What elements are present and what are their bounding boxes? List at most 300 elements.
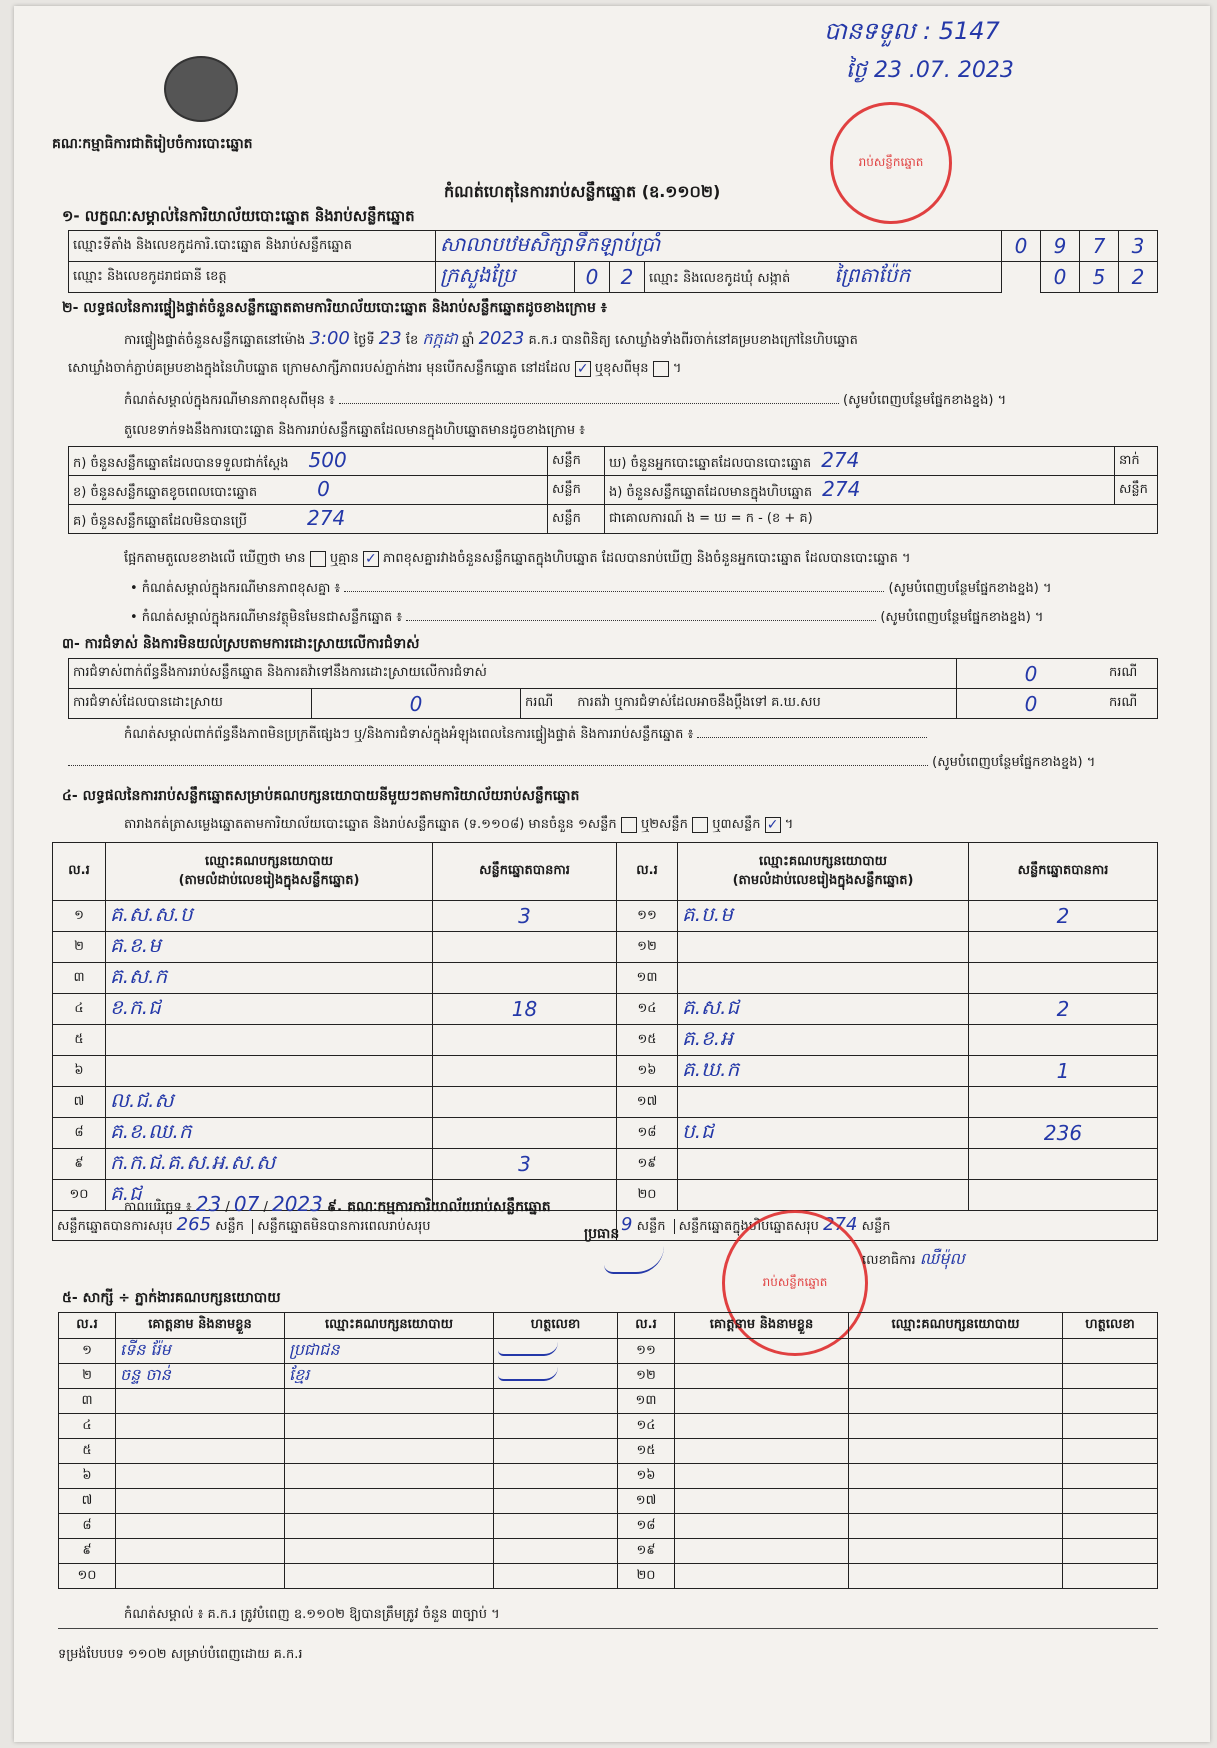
secretary-name: ឈឺម៉ុល (919, 1249, 965, 1268)
party-name (678, 1180, 969, 1211)
formula: ជាគោលការណ៍ ង = ឃ = ក - (ខ + គ) (605, 505, 1158, 534)
witness-party (285, 1464, 494, 1489)
witness-name (116, 1514, 285, 1539)
row-number: ៥ (53, 1025, 106, 1056)
verification-line2: សោឃ្លាំងចាក់ភ្ជាប់គម្របខាងក្នុងនៃហិបឆ្នោត ក្រោមសាក្សីភាពរបស់ភ្នាក់ងារ មុនបើកសន្លឹកឆ្នោត នៅដដែល ✓ ឬខុសពីមុន ។ (68, 360, 681, 379)
table-row (53, 994, 1158, 1025)
total-valid-label: សន្លឹកឆ្នោតបានការសរុប (57, 1219, 173, 1234)
three-sheets-checkbox[interactable] (765, 817, 781, 833)
witness-name (675, 1464, 849, 1489)
table-row (59, 1464, 1158, 1489)
witness-col-sign: ហត្ថលេខា (494, 1313, 618, 1339)
witness-signature (1063, 1539, 1158, 1564)
chair-signature (604, 1246, 664, 1274)
party-name: ក.ក.ជ.គ.ស.អ.ស.ស (106, 1149, 433, 1180)
one-sheet-checkbox[interactable] (621, 817, 637, 833)
section3-title: ៣- ការជំទាស់ និងការមិនយល់ស្របតាមការដោះស្រាយលើការជំទាស់ (62, 636, 420, 652)
witness-party (849, 1439, 1063, 1464)
party-votes: 18 (433, 994, 617, 1025)
station-name-label: ឈ្មោះទីតាំង និងលេខកូដការិ.បោះឆ្នោត និងរាប់សន្លឹកឆ្នោត (69, 231, 436, 262)
difference-or: ឬគ្មាន (329, 551, 359, 566)
row-number: ១១ (618, 1339, 675, 1364)
witness-col-no: ល.រ (59, 1313, 116, 1339)
row-number: ៦ (53, 1056, 106, 1087)
row-number: ៤ (59, 1414, 116, 1439)
resolved-label: ការជំទាស់ដែលបានដោះស្រាយ (69, 689, 312, 719)
witness-party (849, 1389, 1063, 1414)
total-box-value: 274 (823, 1214, 858, 1235)
form-reference: ទម្រង់បែបបទ ១១០២ សម្រាប់បំពេញដោយ គ.ក.រ (58, 1647, 303, 1662)
unit-sheet: សន្លឹក (548, 476, 605, 505)
row-number: ៣ (53, 963, 106, 994)
witness-signature (494, 1389, 618, 1414)
unit-sheet: សន្លឹក (636, 1219, 666, 1234)
section4-title: ៤- លទ្ធផលនៃការរាប់សន្លឹកឆ្នោតសម្រាប់គណបក្សនយោបាយនីមួយៗតាមការិយាល័យរាប់សន្លឹកឆ្នោត (62, 788, 580, 804)
witness-name (675, 1564, 849, 1589)
col-no-header: ល.រ (617, 843, 678, 901)
total-box-label: សន្លឹកឆ្នោតក្នុងហិបឆ្នោតសរុប (674, 1219, 819, 1234)
witness-name (116, 1539, 285, 1564)
seal-changed-label: ឬខុសពីមុន (594, 361, 649, 376)
col-no-header: ល.រ (53, 843, 106, 901)
row-number: ១១ (617, 901, 678, 932)
verification-text-d: ឆ្នាំ (462, 333, 475, 348)
table-row (53, 963, 1158, 994)
ballots-in-box-value: 274 (822, 477, 861, 501)
row-number: ១៣ (617, 963, 678, 994)
unit-sheet: សន្លឹក (1115, 476, 1158, 505)
witness-signature (494, 1464, 618, 1489)
unit-sheet: សន្លឹក (861, 1219, 891, 1234)
party-votes (433, 1087, 617, 1118)
table-row (59, 1489, 1158, 1514)
row-number: ៩ (59, 1539, 116, 1564)
witness-party (285, 1489, 494, 1514)
foreign-object-note-line (130, 609, 1043, 628)
party-name: ល.ជ.ស (106, 1087, 433, 1118)
unit-sheet: សន្លឹក (548, 447, 605, 476)
witness-signature (494, 1339, 618, 1364)
witness-party (285, 1514, 494, 1539)
spoiled-ballots-label: ខ) ចំនួនសន្លឹកឆ្នោតខូចពេលបោះឆ្នោត (73, 485, 258, 500)
table-row (53, 1118, 1158, 1149)
col-party-header: ឈ្មោះគណបក្សនយោបាយ (205, 853, 333, 869)
seal-note-dots (339, 403, 839, 404)
verification-text-a: ការផ្ទៀងផ្ទាត់ចំនួនសន្លឹកឆ្នោតនៅម៉ោង (124, 333, 306, 348)
witness-party (849, 1489, 1063, 1514)
date-month: 07 (233, 1192, 260, 1216)
row-number: ១៨ (617, 1118, 678, 1149)
row-number: ១២ (618, 1364, 675, 1389)
section5-title: ៥- សាក្សី ÷ ភ្នាក់ងារគណបក្សនយោបាយ (62, 1290, 281, 1306)
date-label: កាលបរិច្ឆេទ ៖ (124, 1200, 192, 1215)
party-votes (969, 1149, 1158, 1180)
witness-party (849, 1564, 1063, 1589)
party-votes: 2 (969, 994, 1158, 1025)
witness-name (116, 1464, 285, 1489)
total-invalid-label: សន្លឹកឆ្នោតមិនបានការពេលរាប់សរុប (252, 1219, 430, 1234)
party-name (106, 1025, 433, 1056)
row-number: ១៧ (617, 1087, 678, 1118)
irregularity-hint: (សូមបំពេញបន្ថែមផ្នែកខាងខ្នង) ។ (932, 755, 1096, 770)
table-row (53, 1025, 1158, 1056)
verification-day: 23 (378, 328, 402, 349)
witness-signature (1063, 1564, 1158, 1589)
objections-label: ការជំទាស់ពាក់ព័ន្ធនឹងការរាប់សន្លឹកឆ្នោត និងការតវ៉ាទៅនឹងការដោះស្រាយលើការជំទាស់ (69, 659, 957, 689)
witness-name: ទើន រ៉ែម (116, 1339, 285, 1364)
witness-col-party: ឈ្មោះគណបក្សនយោបាយ (285, 1313, 494, 1339)
party-name: គ.ស.ជ (678, 994, 969, 1025)
row-number: ១៤ (617, 994, 678, 1025)
witness-party (285, 1414, 494, 1439)
row-number: ២ (53, 932, 106, 963)
table-row (59, 1389, 1158, 1414)
witness-name (675, 1364, 849, 1389)
foreign-object-note-dots (406, 620, 876, 621)
table-row (59, 1414, 1158, 1439)
row-number: ១៩ (618, 1539, 675, 1564)
witness-party (849, 1539, 1063, 1564)
row-number: ១៥ (618, 1439, 675, 1464)
irregularity-note (124, 726, 927, 745)
party-name: គ.ប.ម (678, 901, 969, 932)
received-ballots-label: ក) ចំនួនសន្លឹកឆ្នោតដែលបានទទួលជាក់ស្តែង (73, 456, 289, 471)
row-number: ១៣ (618, 1389, 675, 1414)
row-number: ៨ (53, 1118, 106, 1149)
witness-party (849, 1364, 1063, 1389)
col-votes-header: សន្លឹកឆ្នោតបានការ (969, 843, 1158, 901)
footer-note: កំណត់សម្គាល់ ៖ គ.ក.រ ត្រូវបំពេញ ឧ.១១០២ ឱ្យបានត្រឹមត្រូវ ចំនួន ៣ច្បាប់ ។ (124, 1607, 500, 1622)
col-party-sub: (តាមលំដាប់លេខរៀងក្នុងសន្លឹកឆ្នោត) (178, 872, 360, 888)
date-day: 23 (195, 1192, 222, 1216)
witness-party (285, 1389, 494, 1414)
party-votes (969, 1025, 1158, 1056)
table-row (53, 1056, 1158, 1087)
witness-party (849, 1414, 1063, 1439)
ballot-figures-table (68, 446, 1158, 534)
received-ballots-value: 500 (308, 448, 347, 472)
witness-name (675, 1489, 849, 1514)
table-row (59, 1564, 1158, 1589)
party-name: គ.ខ.ឈ.ក (106, 1118, 433, 1149)
section2-title: ២- លទ្ធផលនៃការផ្ទៀងផ្ទាត់ចំនួនសន្លឹកឆ្នោតតាមការិយាល័យបោះឆ្នោត និងរាប់សន្លឹកឆ្នោតដូចខាងក្រោម ៖ (62, 300, 607, 316)
row-number: ៤ (53, 994, 106, 1025)
party-name: គ.ខ.អ (678, 1025, 969, 1056)
seal-note-line (124, 392, 1006, 411)
verification-text-e: គ.ក.រ បានពិនិត្យ សោឃ្លាំងទាំងពីរចាក់នៅគម្របខាងក្រៅនៃហិបឆ្នោត (528, 333, 858, 348)
two-sheets-label: ឬ២សន្លឹក (640, 817, 688, 832)
table-row (53, 1149, 1158, 1180)
party-votes (433, 1056, 617, 1087)
party-votes (433, 1118, 617, 1149)
witness-party (849, 1464, 1063, 1489)
witness-name (675, 1439, 849, 1464)
voters-label: ឃ) ចំនួនអ្នកបោះឆ្នោតដែលបានបោះឆ្នោត (609, 456, 812, 471)
station-code-digit: 0 (1002, 231, 1041, 262)
resolved-value: 0 (312, 689, 521, 719)
objections-table (68, 658, 1158, 719)
commune-value: ព្រៃតាប៉ែក (834, 263, 911, 287)
witness-name (116, 1389, 285, 1414)
row-number: ៦ (59, 1464, 116, 1489)
witness-party: ប្រជាជន (285, 1339, 494, 1364)
station-id-table (68, 230, 1158, 293)
party-votes (433, 932, 617, 963)
spoiled-ballots-value: 0 (317, 477, 330, 501)
province-value: ក្រសួងប្រែ (436, 262, 575, 293)
witness-col-no: ល.រ (618, 1313, 675, 1339)
witness-table (58, 1312, 1158, 1589)
difference-yes-checkbox[interactable] (310, 551, 326, 567)
row-number: ៨ (59, 1514, 116, 1539)
party-votes (969, 1180, 1158, 1211)
witness-name (675, 1389, 849, 1414)
irregularity-dots (697, 737, 927, 738)
tally-sheet-count-line: តារាងកត់ត្រាសម្លេងឆ្នោតតាមការិយាល័យបោះឆ្នោត និងរាប់សន្លឹកឆ្នោត (ទ.១១០៨) មានចំនួន ១សន្លឹក ឬ២សន្លឹក ឬ៣សន្លឹក ✓ ។ (124, 816, 793, 835)
party-name: គ.ស.ស.ប (106, 901, 433, 932)
seal-note-label: កំណត់សម្គាល់ក្នុងករណីមានភាពខុសពីមុន ៖ (124, 393, 335, 408)
witness-signature (494, 1414, 618, 1439)
signature-mark (498, 1367, 558, 1381)
province-code-digit: 0 (575, 262, 610, 293)
row-number: ១៤ (618, 1414, 675, 1439)
table-row (53, 932, 1158, 963)
total-valid-value: 265 (176, 1214, 212, 1235)
witness-name (675, 1514, 849, 1539)
tally-sheet-text: តារាងកត់ត្រាសម្លេងឆ្នោតតាមការិយាល័យបោះឆ្នោត និងរាប់សន្លឹកឆ្នោត (ទ.១១០៨) មានចំនួន ១សន្លឹក (124, 817, 617, 832)
verification-year: 2023 (478, 328, 525, 349)
nec-emblem-icon (164, 56, 238, 122)
row-number: ៩ (53, 1149, 106, 1180)
row-number: ១៦ (618, 1464, 675, 1489)
station-name-value: សាលាបឋមសិក្សាទឹកឡាប់ប្រាំ (436, 231, 1002, 262)
seal-changed-checkbox[interactable] (653, 361, 669, 377)
witness-signature (1063, 1489, 1158, 1514)
row-number: ១០ (53, 1180, 106, 1211)
table-row (59, 1364, 1158, 1389)
witness-name (675, 1414, 849, 1439)
irregularity-note-label: កំណត់សម្គាល់ពាក់ព័ន្ធនឹងភាពមិនប្រក្រតីផ្សេងៗ ឬ/និងការជំទាស់ក្នុងអំឡុងពេលនៃការផ្ទៀងផ្ទាត់ និងការរាប់សន្លឹកឆ្នោត ៖ (124, 727, 694, 742)
row-number: ៧ (53, 1087, 106, 1118)
witness-signature (1063, 1514, 1158, 1539)
witness-signature (1063, 1439, 1158, 1464)
witness-signature (494, 1364, 618, 1389)
form-title: កំណត់ហេតុនៃការរាប់សន្លឹកឆ្នោត (ឧ.១១០២) (444, 182, 721, 201)
row-number: ១៥ (617, 1025, 678, 1056)
party-name (678, 932, 969, 963)
party-rows (53, 901, 1158, 1211)
witness-name (675, 1339, 849, 1364)
witness-col-name: គោត្តនាម និងនាមខ្លួន (116, 1313, 285, 1339)
witness-signature (494, 1439, 618, 1464)
row-number: ១២ (617, 932, 678, 963)
party-name (106, 1056, 433, 1087)
witness-name: ចន្ទ ចាន់ (116, 1364, 285, 1389)
commune-code-digit: 2 (1119, 262, 1158, 293)
difference-line (124, 550, 911, 569)
party-results-table (52, 842, 1158, 1241)
col-party-sub: (តាមលំដាប់លេខរៀងក្នុងសន្លឹកឆ្នោត) (732, 872, 914, 888)
col-party-header: ឈ្មោះគណបក្សនយោបាយ (759, 853, 887, 869)
party-name: គ.ជ (106, 1180, 433, 1211)
secretary-line (862, 1248, 965, 1272)
appeal-label: ការតវ៉ា ឬការជំទាស់ដែលអាចនឹងប្តឹងទៅ គ.ឃ.សប (577, 695, 821, 710)
row-number: ១៦ (617, 1056, 678, 1087)
witness-col-party: ឈ្មោះគណបក្សនយោបាយ (849, 1313, 1063, 1339)
form-page (14, 6, 1210, 1742)
row-number: ១ (59, 1339, 116, 1364)
section1-title: ១- លក្ខណៈសម្គាល់នៃការិយាល័យបោះឆ្នោត និងរាប់សន្លឹកឆ្នោត (62, 207, 415, 225)
table-row (59, 1514, 1158, 1539)
witness-col-name: គោត្តនាម និងនាមខ្លួន (675, 1313, 849, 1339)
row-number: ៥ (59, 1439, 116, 1464)
party-name: ប.ជ (678, 1118, 969, 1149)
difference-rest: ភាពខុសគ្នារវាងចំនួនសន្លឹកឆ្នោតក្នុងហិបឆ្នោត ដែលបានរាប់ឃើញ និងចំនួនអ្នកបោះឆ្នោត ដែលបានបោះឆ្នោត ។ (383, 551, 911, 566)
seal-intact-checkbox[interactable] (575, 361, 591, 377)
party-name (678, 963, 969, 994)
station-code-digit: 9 (1041, 231, 1080, 262)
row-number: ១៧ (618, 1489, 675, 1514)
total-invalid-value: 9 (621, 1214, 633, 1235)
station-code-digit: 3 (1119, 231, 1158, 262)
party-votes: 3 (433, 1149, 617, 1180)
table-row (59, 1439, 1158, 1464)
row-number: ១៨ (618, 1514, 675, 1539)
witness-signature (494, 1564, 618, 1589)
row-number: ១៩ (617, 1149, 678, 1180)
party-votes: 3 (433, 901, 617, 932)
witness-signature (1063, 1389, 1158, 1414)
unit-sheet: សន្លឹក (215, 1219, 245, 1234)
date-line: កាលបរិច្ឆេទ ៖ 23 / 07 / 2023 ៩. គណៈកម្មការការិយាល័យរាប់សន្លឹកឆ្នោត (124, 1192, 551, 1216)
witness-signature (1063, 1414, 1158, 1439)
witness-party (285, 1439, 494, 1464)
commune-code-digit: 0 (1041, 262, 1080, 293)
party-name: គ.ស.ក (106, 963, 433, 994)
voters-value: 274 (821, 448, 860, 472)
stamp-label: រាប់សន្លឹកឆ្នោត (762, 1275, 828, 1289)
witness-signature (494, 1539, 618, 1564)
official-stamp-top (830, 102, 952, 224)
witness-name (116, 1439, 285, 1464)
col-votes-header: សន្លឹកឆ្នោតបានការ (433, 843, 617, 901)
party-name: គ.ខ.ម (106, 932, 433, 963)
table-row (53, 901, 1158, 932)
foreign-object-note-label: • កំណត់សម្គាល់ក្នុងករណីមានវត្ថុមិនមែនជាសន្លឹកឆ្នោត ៖ (130, 610, 403, 625)
committee-label: ៩. គណៈកម្មការការិយាល័យរាប់សន្លឹកឆ្នោត (327, 1199, 551, 1215)
chair-label: ប្រធាន (584, 1226, 620, 1242)
unit-sheet: សន្លឹក (548, 505, 605, 534)
witness-party (285, 1564, 494, 1589)
party-votes (969, 1087, 1158, 1118)
station-code-digit: 7 (1080, 231, 1119, 262)
difference-note-label: • កំណត់សម្គាល់ក្នុងករណីមានភាពខុសគ្នា ៖ (130, 581, 341, 596)
party-votes (969, 932, 1158, 963)
witness-party (849, 1339, 1063, 1364)
party-votes: 236 (969, 1118, 1158, 1149)
ballots-in-box-label: ង) ចំនួនសន្លឹកឆ្នោតដែលមានក្នុងហិបឆ្នោត (609, 485, 813, 500)
witness-rows (59, 1339, 1158, 1589)
three-sheets-label: ឬ៣សន្លឹក (712, 817, 761, 832)
irregularity-dots-2 (68, 765, 928, 766)
verification-line1 (124, 328, 858, 352)
verification-text-b: ថ្ងៃទី (354, 333, 375, 348)
row-number: ៣ (59, 1389, 116, 1414)
table-row (53, 1087, 1158, 1118)
committee-name: គណៈកម្មាធិការជាតិរៀបចំការបោះឆ្នោត (52, 136, 253, 152)
difference-note-dots (344, 591, 884, 592)
date-year: 2023 (271, 1192, 323, 1216)
witness-signature (1063, 1364, 1158, 1389)
witness-name (116, 1489, 285, 1514)
row-number: ៧ (59, 1489, 116, 1514)
witness-name (116, 1414, 285, 1439)
difference-note-line (130, 580, 1052, 599)
party-votes (433, 963, 617, 994)
case-unit: ករណី (1105, 689, 1158, 719)
witness-signature (1063, 1339, 1158, 1364)
party-votes: 1 (969, 1056, 1158, 1087)
unused-ballots-label: គ) ចំនួនសន្លឹកឆ្នោតដែលមិនបានប្រើ (73, 514, 247, 529)
footer-rule (58, 1628, 1158, 1629)
secretary-label: លេខាធិការ (862, 1253, 916, 1268)
irregularity-note-line2 (68, 754, 1095, 773)
commune-label: ឈ្មោះ និងលេខកូដឃុំ សង្កាត់ (649, 271, 791, 286)
difference-no-checkbox[interactable] (363, 551, 379, 567)
party-name: ខ.ក.ជ (106, 994, 433, 1025)
difference-text: ផ្អែកតាមតួលេខខាងលើ ឃើញថា មាន (124, 551, 306, 566)
party-name (678, 1149, 969, 1180)
row-number: ២ (59, 1364, 116, 1389)
objections-value: 0 (957, 659, 1106, 689)
party-votes (969, 963, 1158, 994)
party-name: គ.ឃ.ក (678, 1056, 969, 1087)
received-note: បានទទួល : 5147 (824, 17, 1000, 45)
stamp-label: រាប់សន្លឹកឆ្នោត (858, 155, 924, 169)
difference-note-hint: (សូមបំពេញបន្ថែមផ្នែកខាងខ្នង) ។ (888, 581, 1052, 596)
party-votes (433, 1025, 617, 1056)
appeal-value: 0 (957, 689, 1106, 719)
unit-person: នាក់ (1115, 447, 1158, 476)
witness-signature (1063, 1464, 1158, 1489)
witness-signature (494, 1489, 618, 1514)
verification-text-c: ខែ (405, 333, 419, 348)
case-unit: ករណី (1105, 659, 1158, 689)
signature-mark (498, 1342, 558, 1356)
witness-name (116, 1564, 285, 1589)
two-sheets-checkbox[interactable] (692, 817, 708, 833)
verification-month: កក្កដា (422, 329, 458, 348)
foreign-object-note-hint: (សូមបំពេញបន្ថែមផ្នែកខាងខ្នង) ។ (880, 610, 1044, 625)
province-label: ឈ្មោះ និងលេខកូដរាជធានី ខេត្ត (69, 262, 436, 293)
received-date: ថ្ងៃ 23 .07. 2023 (846, 58, 1014, 83)
seal-note-hint: (សូមបំពេញបន្ថែមផ្នែកខាងខ្នង) ។ (843, 393, 1007, 408)
witness-name (675, 1539, 849, 1564)
witness-party (285, 1539, 494, 1564)
verification-time: 3:00 (309, 328, 350, 349)
case-unit: ករណី (525, 695, 554, 710)
party-votes: 2 (969, 901, 1158, 932)
verification-text-2: សោឃ្លាំងចាក់ភ្ជាប់គម្របខាងក្នុងនៃហិបឆ្នោត ក្រោមសាក្សីភាពរបស់ភ្នាក់ងារ មុនបើកសន្លឹកឆ្នោត នៅដដែល (68, 361, 571, 376)
unused-ballots-value: 274 (307, 506, 346, 530)
party-name (678, 1087, 969, 1118)
row-number: ២០ (618, 1564, 675, 1589)
witness-col-sign: ហត្ថលេខា (1063, 1313, 1158, 1339)
row-number: ១ (53, 901, 106, 932)
witness-party (849, 1514, 1063, 1539)
row-number: ១០ (59, 1564, 116, 1589)
table-row (59, 1339, 1158, 1364)
